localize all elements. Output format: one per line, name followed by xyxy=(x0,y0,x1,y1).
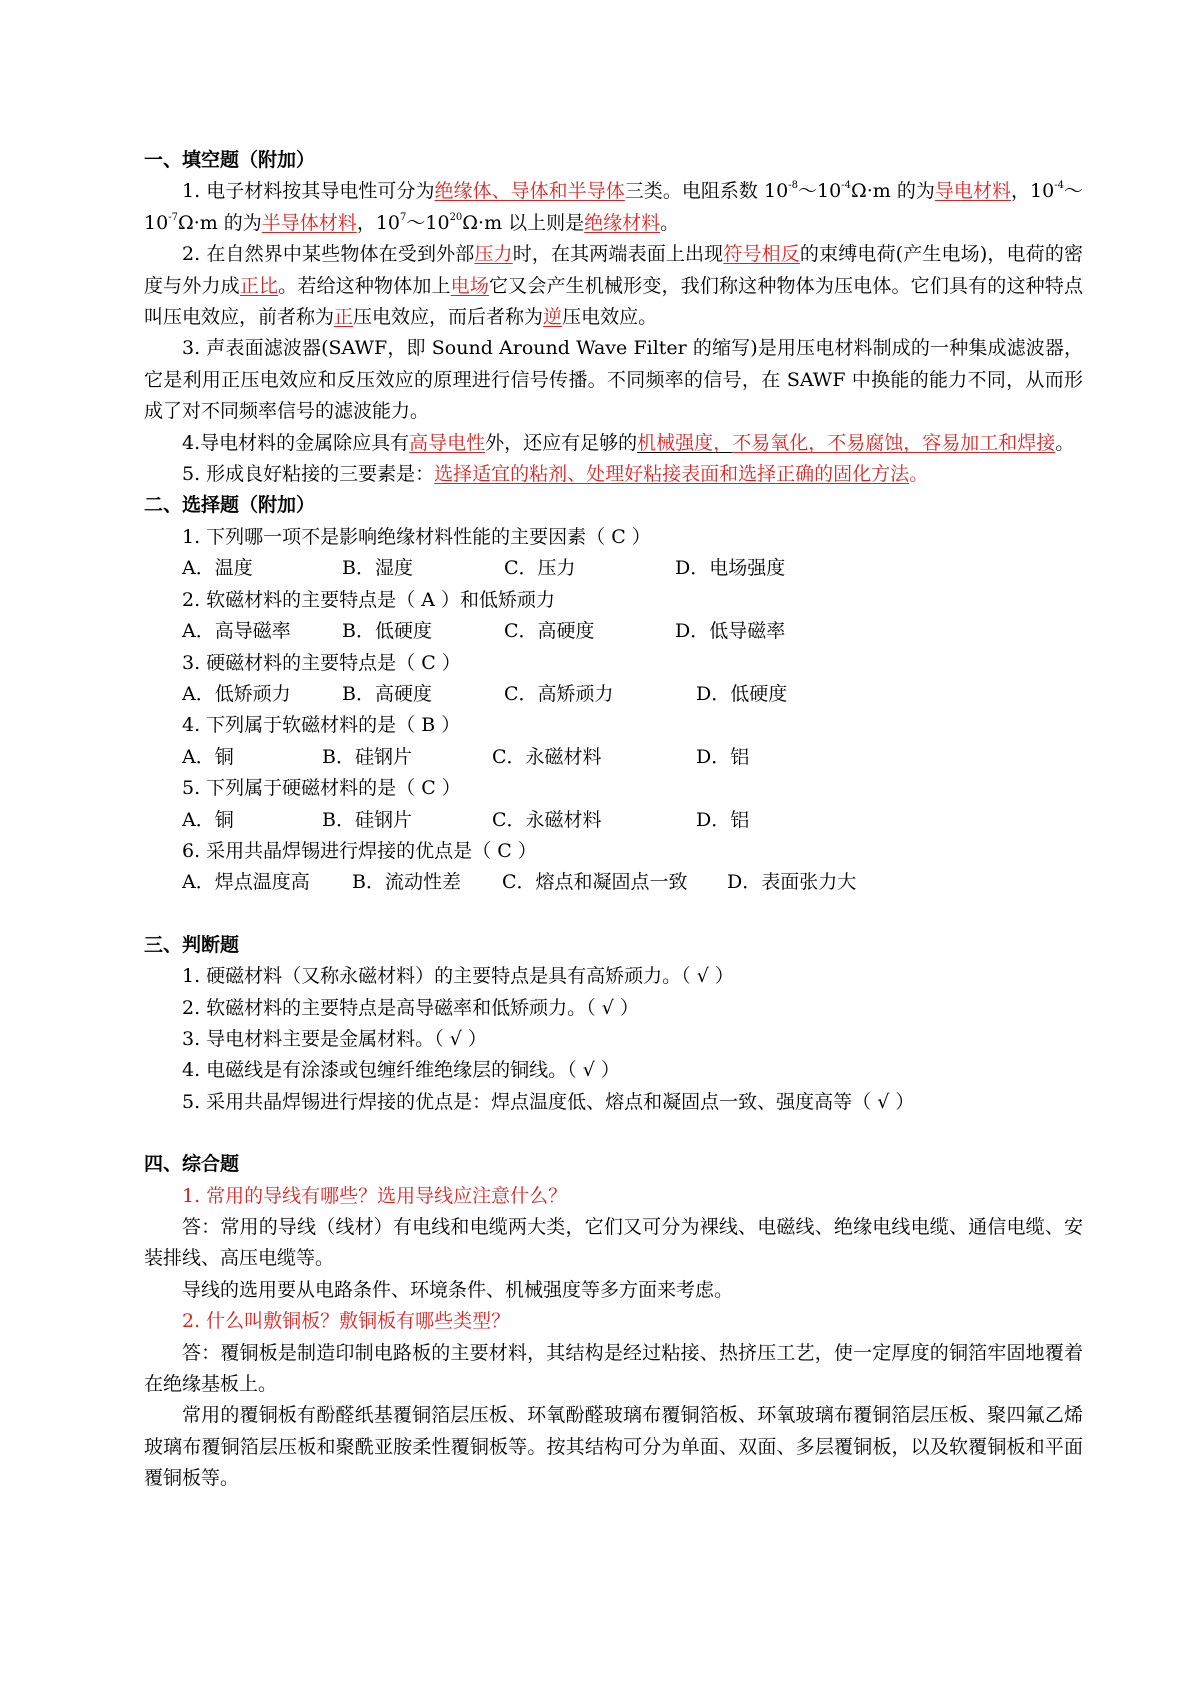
judgement-item: 3. 导电材料主要是金属材料。（ √ ） xyxy=(182,1027,487,1050)
choice-options xyxy=(144,742,1083,773)
document-page xyxy=(144,145,1083,1495)
choice-options xyxy=(144,553,1083,584)
choice-question: 1. 下列哪一项不是影响绝缘材料性能的主要因素（ C ） xyxy=(182,525,651,548)
option-c: C．永磁材料 xyxy=(492,745,602,768)
answer-blank: 符号相反 xyxy=(723,243,800,266)
option-b: B．高硬度 xyxy=(342,682,432,705)
answer-blank: 高导电性 xyxy=(409,431,486,454)
option-b: B．硅钢片 xyxy=(322,808,412,831)
fill-question-1: 1. 电子材料按其导电性可分为绝缘体、导体和半导体三类。电阻系数 $10^{-8}\sim 10^{-4}\Omega\cdot m$ 的为导电材料，$10^{-4}\sim 10^{-7}\Omega\cdot m$ 的为半导体材料，$10^7\sim 10^{20}\Omega\cdot m$ 以上则是绝缘材料。 xyxy=(144,180,1083,234)
choice-options xyxy=(144,805,1083,836)
option-d: D．电场强度 xyxy=(675,557,786,580)
answer-paragraph: 答：覆铜板是制造印制电路板的主要材料，其结构是经过粘接、热挤压工艺，使一定厚度的铜箔牢固地覆着在绝缘基板上。 xyxy=(144,1341,1083,1396)
section-4-heading: 四、综合题 xyxy=(144,1153,240,1176)
option-c: C．压力 xyxy=(504,557,576,580)
answer-blank: 机械强度 xyxy=(637,431,714,454)
choice-options xyxy=(144,679,1083,710)
fill-question-3: 3. 声表面滤波器(SAWF，即 Sound Around Wave Filter 的缩写)是用压电材料制成的一种集成滤波器，它是利用正压电效应和反压效应的原理进行信号传播。不同频率的信号，在 SAWF 中换能的能力不同，从而形成了对不同频率信号的滤波能力。 xyxy=(144,337,1083,423)
option-d: D．铝 xyxy=(696,808,750,831)
answer-blank: 压力 xyxy=(474,243,513,266)
answer-paragraph: 导线的选用要从电路条件、环境条件、机械强度等多方面来考虑。 xyxy=(182,1278,734,1301)
comprehensive-question-2: 2. 什么叫敷铜板？敷铜板有哪些类型？ xyxy=(182,1310,511,1333)
judgement-item: 2. 软磁材料的主要特点是高导磁率和低矫顽力。（ √ ） xyxy=(182,996,639,1019)
section-2-heading: 二、选择题（附加） xyxy=(144,494,316,517)
option-d: D．低导磁率 xyxy=(675,620,786,643)
answer-blank: 逆 xyxy=(543,306,563,329)
option-d: D．低硬度 xyxy=(696,682,788,705)
answer-blank: 半导体材料 xyxy=(261,211,357,234)
option-b: B．湿度 xyxy=(342,557,413,580)
judgement-item: 5. 采用共晶焊锡进行焊接的优点是：焊点温度低、熔点和凝固点一致、强度高等（ √ ） xyxy=(182,1090,915,1113)
option-a: A．低矫顽力 xyxy=(182,682,291,705)
section-3-heading: 三、判断题 xyxy=(144,933,240,956)
fill-question-4: 4.导电材料的金属除应具有高导电性外，还应有足够的机械强度，不易氧化，不易腐蚀，容易加工和焊接。 xyxy=(182,431,1075,454)
option-c: C．熔点和凝固点一致 xyxy=(502,871,688,894)
choice-options xyxy=(144,867,1083,898)
comprehensive-question-1: 1. 常用的导线有哪些？选用导线应注意什么？ xyxy=(182,1184,568,1207)
fill-question-5: 5. 形成良好粘接的三要素是：选择适宜的粘剂、处理好粘接表面和选择正确的固化方法。 xyxy=(182,463,929,486)
option-c: C．永磁材料 xyxy=(492,808,602,831)
choice-options xyxy=(144,616,1083,647)
answer-blank: 不易氧化，不易腐蚀，容易加工和焊接 xyxy=(732,431,1056,454)
answer-blank: 电场 xyxy=(450,274,490,297)
option-b: B．低硬度 xyxy=(342,620,432,643)
judgement-item: 1. 硬磁材料（又称永磁材料）的主要特点是具有高矫顽力。（ √ ） xyxy=(182,965,734,988)
option-d: D．表面张力大 xyxy=(727,871,857,894)
answer-blank: 绝缘体、导体和半导体 xyxy=(434,180,625,203)
option-a: A．焊点温度高 xyxy=(182,871,310,894)
choice-question: 2. 软磁材料的主要特点是（ A ）和低矫顽力 xyxy=(182,588,555,611)
answer-blank: 正 xyxy=(334,306,354,329)
option-a: A．高导磁率 xyxy=(182,620,291,643)
answer-paragraph: 常用的覆铜板有酚醛纸基覆铜箔层压板、环氧酚醛玻璃布覆铜箔板、环氧玻璃布覆铜箔层压板、聚四氟乙烯玻璃布覆铜箔层压板和聚酰亚胺柔性覆铜板等。按其结构可分为单面、双面、多层覆铜板，以及软覆铜板和平面覆铜板等。 xyxy=(144,1404,1083,1490)
option-b: B．硅钢片 xyxy=(322,745,412,768)
answer-paragraph: 答：常用的导线（线材）有电线和电缆两大类，它们又可分为裸线、电磁线、绝缘电线电缆、通信电缆、安装排线、高压电缆等。 xyxy=(144,1216,1083,1270)
judgement-item: 4. 电磁线是有涂漆或包缠纤维绝缘层的铜线。（ √ ） xyxy=(182,1059,620,1082)
choice-question: 3. 硬磁材料的主要特点是（ C ） xyxy=(182,651,461,674)
option-b: B．流动性差 xyxy=(352,871,461,894)
answer-blank: 选择适宜的粘剂、处理好粘接表面和选择正确的固化方法 xyxy=(434,463,910,486)
choice-question: 6. 采用共晶焊锡进行焊接的优点是（ C ） xyxy=(182,839,537,862)
option-c: C．高硬度 xyxy=(504,620,595,643)
answer-blank: 导电材料 xyxy=(934,180,1011,203)
option-d: D．铝 xyxy=(696,745,750,768)
option-a: A．温度 xyxy=(182,557,253,580)
answer-blank: 绝缘材料 xyxy=(584,211,661,234)
answer-blank: 正比 xyxy=(239,274,279,297)
choice-question: 4. 下列属于软磁材料的是（ B ） xyxy=(182,714,461,737)
option-a: A．铜 xyxy=(182,808,234,831)
choice-question: 5. 下列属于硬磁材料的是（ C ） xyxy=(182,777,461,800)
section-1-heading: 一、填空题（附加） xyxy=(144,149,316,171)
option-c: C．高矫顽力 xyxy=(504,682,614,705)
option-a: A．铜 xyxy=(182,745,234,768)
fill-question-2: 2. 在自然界中某些物体在受到外部压力时，在其两端表面上出现符号相反的束缚电荷(产生电场)，电荷的密度与外力成正比。若给这种物体加上电场它又会产生机械形变，我们称这种物体为压电体。它们具有的这种特点叫压电效应，前者称为正压电效应，而后者称为逆压电效应。 xyxy=(144,243,1083,329)
